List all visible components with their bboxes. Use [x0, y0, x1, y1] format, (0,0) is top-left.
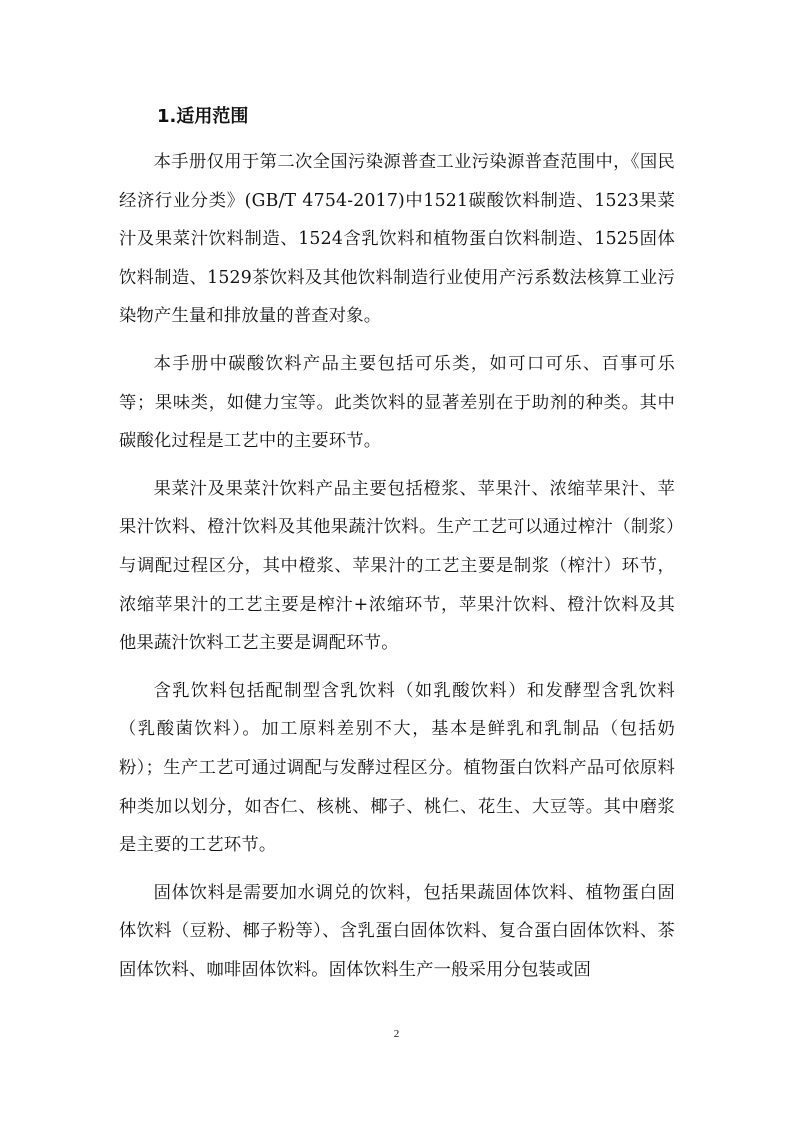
- paragraph-fruit-vegetable-juice: 果菜汁及果菜汁饮料产品主要包括橙浆、苹果汁、浓缩苹果汁、苹果汁饮料、橙汁饮料及其他果蔬汁饮料。生产工艺可以通过榨汁（制浆）与调配过程区分，其中橙浆、苹果汁的工艺主要是制浆（榨汁）环节，浓缩苹果汁的工艺主要是榨汁+浓缩环节，苹果汁饮料、橙汁饮料及其他果蔬汁饮料工艺主要是调配环节。: [119, 478, 675, 654]
- paragraph-solid-drinks: 固体饮料是需要加水调兑的饮料，包括果蔬固体饮料、植物蛋白固体饮料（豆粉、椰子粉等）、含乳蛋白固体饮料、复合蛋白固体饮料、茶固体饮料、咖啡固体饮料。固体饮料生产一般采用分包装或固: [119, 882, 675, 980]
- page-number: 2: [393, 1028, 400, 1040]
- paragraph-milk-plant-protein-drinks: 含乳饮料包括配制型含乳饮料（如乳酸饮料）和发酵型含乳饮料（乳酸菌饮料）。加工原料差别不大，基本是鲜乳和乳制品（包括奶粉）；生产工艺可通过调配与发酵过程区分。植物蛋白饮料产品可依原料种类加以划分，如杏仁、核桃、椰子、桃仁、花生、大豆等。其中磨浆是主要的工艺环节。: [119, 680, 675, 856]
- paragraph-scope: 本手册仅用于第二次全国污染源普查工业污染源普查范围中，《国民经济行业分类》(GB/T 4754-2017)中1521碳酸饮料制造、1523果菜汁及果菜汁饮料制造、1524含乳饮料和植物蛋白饮料制造、1525固体饮料制造、1529茶饮料及其他饮料制造行业使用产污系数法核算工业污染物产生量和排放量的普查对象。: [119, 152, 675, 327]
- body-text: [119, 143, 675, 998]
- section-heading: 1.适用范围: [157, 106, 249, 127]
- paragraph-carbonated-drinks: 本手册中碳酸饮料产品主要包括可乐类，如可口可乐、百事可乐等；果味类，如健力宝等。此类饮料的显著差别在于助剂的种类。其中碳酸化过程是工艺中的主要环节。: [119, 353, 675, 452]
